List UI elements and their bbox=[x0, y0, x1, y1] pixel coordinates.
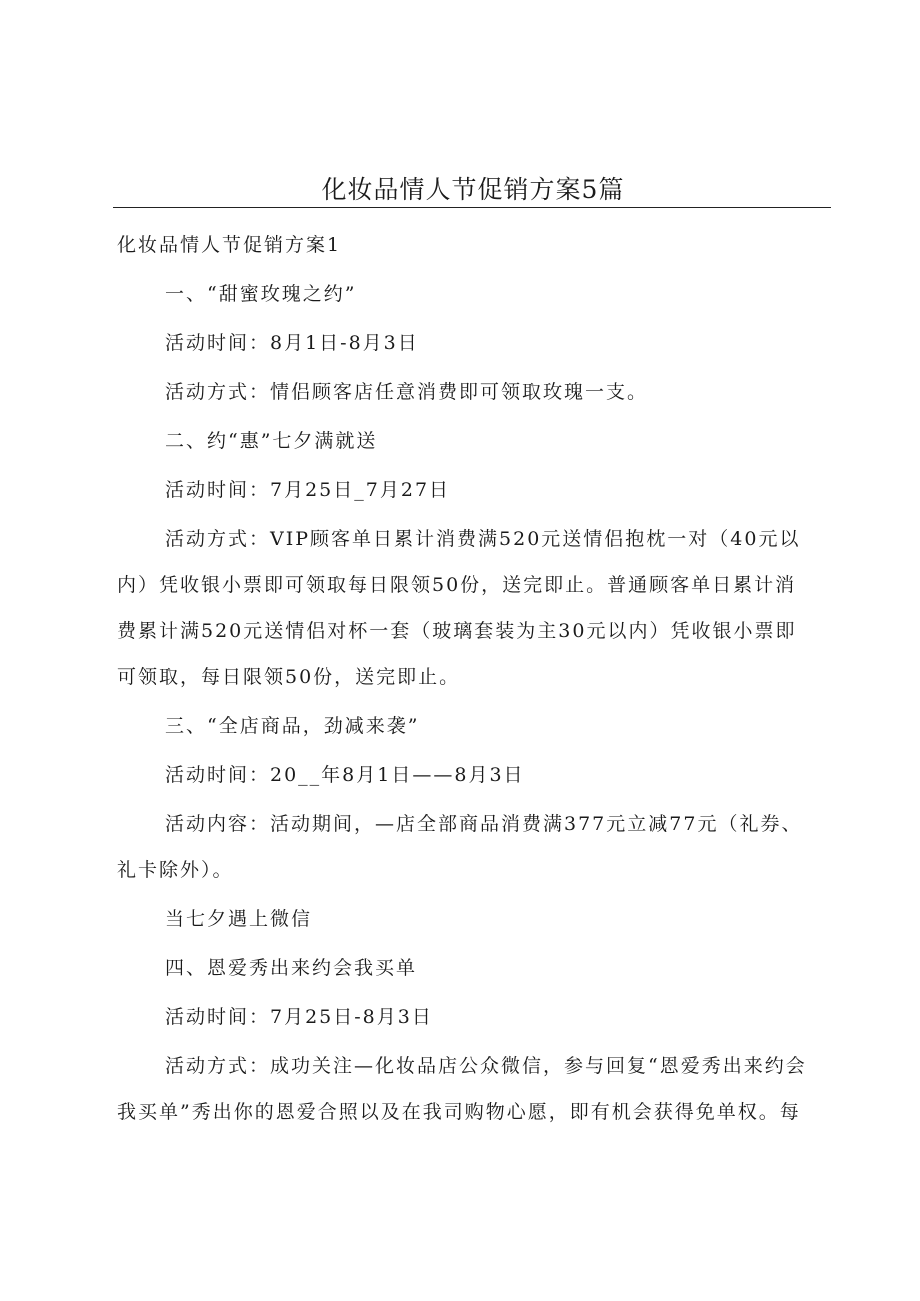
paragraph-activity-method-4 bbox=[117, 1053, 831, 1125]
paragraph-activity-method-1: 活动方式：情侣顾客店任意消费即可领取玫瑰一支。 bbox=[165, 381, 649, 403]
section-heading: 化妆品情人节促销方案1 bbox=[117, 234, 342, 256]
document-title: 化妆品情人节促销方案5篇 bbox=[321, 175, 625, 204]
paragraph-activity-time-1: 活动时间：8月1日-8月3日 bbox=[165, 332, 419, 354]
title-underline bbox=[113, 207, 831, 208]
paragraph-heading-3: 三、“全店商品，劲减来袭” bbox=[165, 715, 420, 737]
paragraph-line: 活动方式：VIP顾客单日累计消费满520元送情侣抱枕一对（40元以 bbox=[165, 528, 801, 550]
paragraph-heading-2: 二、约“惠”七夕满就送 bbox=[165, 430, 378, 452]
paragraph-line: 内）凭收银小票即可领取每日限领50份，送完即止。普通顾客单日累计消 bbox=[117, 574, 797, 596]
paragraph-activity-method-2 bbox=[117, 526, 831, 690]
paragraph-activity-time-4: 活动时间：7月25日-8月3日 bbox=[165, 1006, 433, 1028]
document-body bbox=[117, 232, 831, 1125]
paragraph-line: 活动内容：活动期间，—店全部商品消费满377元立减77元（礼券、 bbox=[165, 813, 803, 835]
paragraph-line: 活动方式：成功关注—化妆品店公众微信，参与回复“恩爱秀出来约会 bbox=[165, 1055, 807, 1077]
paragraph-heading-1: 一、“甜蜜玫瑰之约” bbox=[165, 283, 357, 305]
paragraph-line: 可领取，每日限领50份，送完即止。 bbox=[117, 666, 461, 688]
paragraph-line: 我买单”秀出你的恩爱合照以及在我司购物心愿，即有机会获得免单权。每 bbox=[117, 1101, 801, 1123]
paragraph-activity-time-2: 活动时间：7月25日_7月27日 bbox=[165, 479, 451, 501]
paragraph-activity-content-3 bbox=[117, 811, 831, 883]
paragraph-line: 礼卡除外）。 bbox=[117, 859, 234, 881]
paragraph-subheading-wechat: 当七夕遇上微信 bbox=[165, 908, 313, 930]
paragraph-activity-time-3: 活动时间：20__年8月1日——8月3日 bbox=[165, 764, 525, 786]
paragraph-heading-4: 四、恩爱秀出来约会我买单 bbox=[165, 957, 418, 979]
paragraph-line: 费累计满520元送情侣对杯一套（玻璃套装为主30元以内）凭收银小票即 bbox=[117, 620, 797, 642]
